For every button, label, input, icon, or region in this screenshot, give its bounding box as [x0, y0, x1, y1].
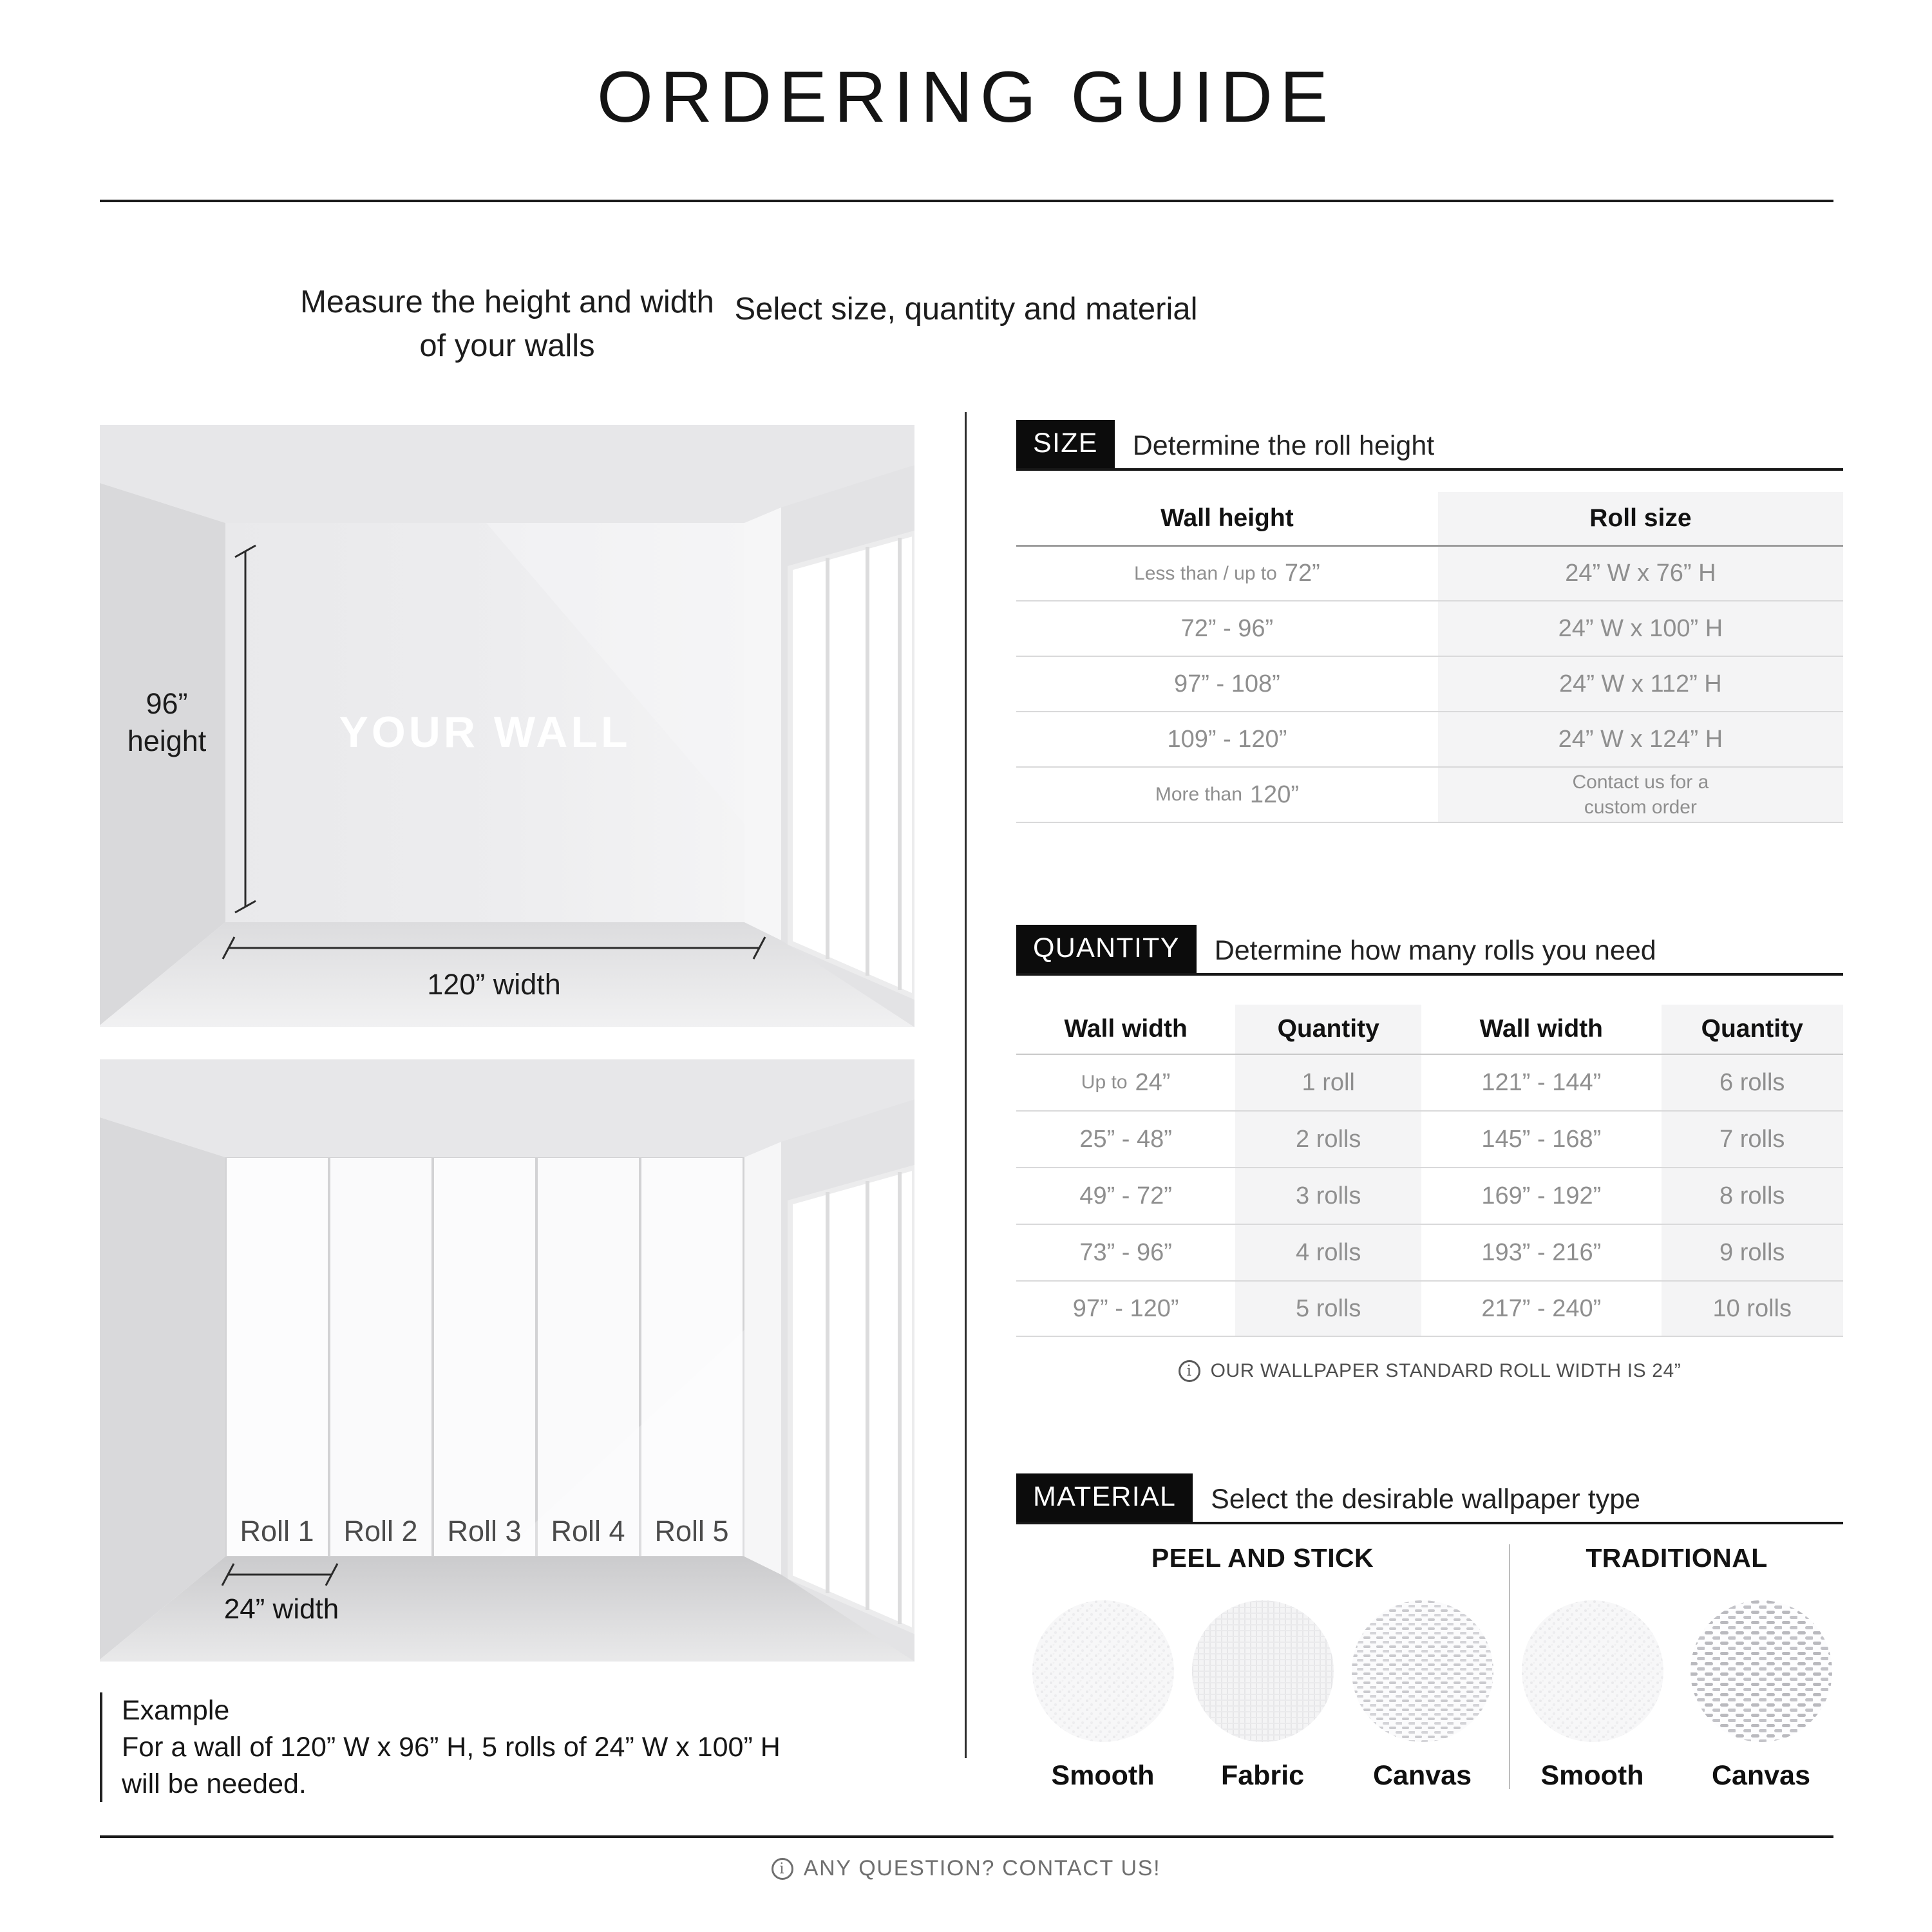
peel-and-stick-title: PEEL AND STICK [1151, 1543, 1374, 1573]
peel-and-stick-swatches [1031, 1599, 1495, 1792]
fabric-texture-icon [1191, 1599, 1335, 1743]
quantity-cell [1662, 1055, 1843, 1110]
table-row [1016, 1224, 1843, 1280]
roll-size-column-header: Roll size [1438, 492, 1843, 545]
swatch-label: Smooth [1051, 1760, 1155, 1791]
wall-height-cell [1016, 657, 1438, 711]
cell-value: 217” - 240” [1481, 1294, 1602, 1322]
quantity-cell [1235, 1168, 1421, 1224]
example-line1: For a wall of 120” W x 96” H, 5 rolls of 24” W x 100” H [122, 1731, 781, 1763]
table-row [1016, 1280, 1843, 1337]
quantity-section-title: Determine how many rolls you need [1214, 935, 1656, 966]
wall-height-cell [1016, 712, 1438, 766]
example-heading: Example [122, 1695, 230, 1726]
size-section-title: Determine the roll height [1132, 430, 1435, 461]
custom-order-note: Contact us for a custom order [1572, 772, 1709, 818]
traditional-title: TRADITIONAL [1586, 1543, 1768, 1573]
roll-label: Roll 4 [551, 1515, 625, 1548]
roll-strip [227, 1158, 328, 1556]
roll-label: Roll 1 [240, 1515, 314, 1548]
footer-divider [100, 1835, 1833, 1838]
roll-strip [330, 1158, 431, 1556]
cell-value: 145” - 168” [1481, 1125, 1602, 1153]
table-row [1016, 1110, 1843, 1167]
column-divider [965, 412, 967, 1758]
table-row [1016, 656, 1843, 711]
quantity-cell [1662, 1282, 1843, 1336]
quantity-cell [1662, 1225, 1843, 1280]
table-row [1016, 600, 1843, 656]
cell-value: 4 rolls [1296, 1238, 1361, 1266]
swatch-smooth [1031, 1599, 1175, 1792]
room-illustration-rolls [100, 1059, 914, 1662]
roll-size-cell [1438, 768, 1843, 822]
roll-width-label: 24” width [223, 1593, 339, 1625]
material-section-header [1016, 1473, 1843, 1524]
roll-label: Roll 5 [654, 1515, 729, 1548]
cell-value: 24” W x 124” H [1558, 725, 1723, 753]
cell-value: 121” - 144” [1481, 1068, 1602, 1096]
wall-width-cell [1421, 1168, 1661, 1224]
wall-width-column-header: Wall width [1064, 1015, 1188, 1043]
roll-strip [434, 1158, 535, 1556]
cell-value: 24” [1135, 1068, 1171, 1096]
table-row [1016, 766, 1843, 823]
wall-width-cell [1016, 1282, 1235, 1336]
wall-width-cell [1421, 1225, 1661, 1280]
cell-value: 1 roll [1302, 1068, 1355, 1096]
canvas-texture-icon [1689, 1599, 1833, 1743]
cell-prefix: Up to [1081, 1072, 1128, 1093]
table-row [1016, 1054, 1843, 1110]
cell-value: 97” - 120” [1072, 1294, 1179, 1322]
height-word-label: height [127, 724, 207, 757]
roll-label: Roll 2 [343, 1515, 418, 1548]
measure-walls-heading-line2: of your walls [419, 328, 595, 363]
traditional-swatches [1520, 1599, 1833, 1792]
smooth-texture-icon [1031, 1599, 1175, 1743]
height-value-label: 96” [146, 687, 188, 720]
cell-value: 72” - 96” [1180, 614, 1274, 642]
cell-value: 193” - 216” [1481, 1238, 1602, 1266]
table-row [1016, 711, 1843, 766]
cell-value: 9 rolls [1719, 1238, 1785, 1266]
swatch-label: Canvas [1373, 1760, 1472, 1791]
cell-value: 120” [1249, 781, 1299, 808]
swatch-label: Smooth [1540, 1760, 1644, 1791]
wall-height-column-header: Wall height [1160, 504, 1294, 532]
page-title: ORDERING GUIDE [596, 57, 1336, 137]
cell-value: 10 rolls [1712, 1294, 1792, 1322]
wall-width-cell [1421, 1055, 1661, 1110]
cell-value: 97” - 108” [1174, 670, 1280, 697]
quantity-column-header: Quantity [1662, 1005, 1843, 1054]
wall-width-cell [1421, 1112, 1661, 1167]
width-label: 120” width [427, 968, 561, 1001]
quantity-cell [1662, 1112, 1843, 1167]
cell-value: 2 rolls [1296, 1125, 1361, 1153]
cell-value: 24” W x 112” H [1559, 670, 1722, 697]
cell-value: 7 rolls [1719, 1125, 1785, 1153]
quantity-column-header: Quantity [1235, 1005, 1421, 1054]
swatch-smooth [1520, 1599, 1665, 1792]
swatch-fabric [1191, 1599, 1335, 1792]
wall-width-cell [1016, 1112, 1235, 1167]
table-header-row [1016, 1005, 1843, 1054]
window-pillar [744, 507, 781, 940]
roll-size-cell [1438, 657, 1843, 711]
swatch-canvas [1689, 1599, 1833, 1792]
peel-and-stick-group [1016, 1531, 1509, 1792]
quantity-cell [1235, 1282, 1421, 1336]
wall-height-cell [1016, 768, 1438, 822]
cell-value: 109” - 120” [1167, 725, 1287, 753]
cell-prefix: Less than / up to [1134, 562, 1277, 584]
cell-value: 25” - 48” [1079, 1125, 1172, 1153]
cell-value: 169” - 192” [1481, 1182, 1602, 1209]
smooth-texture-icon [1520, 1599, 1665, 1743]
example-line2: will be needed. [122, 1768, 307, 1799]
canvas-texture-icon [1350, 1599, 1495, 1743]
cell-value: 49” - 72” [1079, 1182, 1172, 1209]
quantity-cell [1235, 1055, 1421, 1110]
window-glass [790, 1168, 914, 1631]
cell-value: 3 rolls [1296, 1182, 1361, 1209]
roll-size-cell [1438, 601, 1843, 656]
right-column [1016, 0, 1843, 1932]
your-wall-label: YOUR WALL [339, 708, 631, 757]
info-icon: i [1179, 1360, 1200, 1382]
roll-size-cell [1438, 712, 1843, 766]
roll-label: Roll 3 [447, 1515, 522, 1548]
info-icon: i [772, 1858, 793, 1880]
table-row [1016, 1167, 1843, 1224]
size-badge: SIZE [1016, 420, 1115, 468]
wall-width-cell [1421, 1282, 1661, 1336]
window-glass [790, 533, 914, 997]
wall-width-cell [1016, 1168, 1235, 1224]
window-pillar [744, 1142, 781, 1575]
select-options-heading: Select size, quantity and material [734, 292, 1198, 327]
size-section-header [1016, 420, 1843, 471]
cell-value: 24” W x 100” H [1558, 614, 1723, 642]
quantity-cell [1235, 1112, 1421, 1167]
wall-width-cell [1016, 1225, 1235, 1280]
cell-value: 24” W x 76” H [1565, 560, 1716, 587]
footer-note [0, 1856, 1932, 1881]
roll-height-table [1016, 492, 1843, 823]
cell-value: 73” - 96” [1079, 1238, 1172, 1266]
cell-value: 5 rolls [1296, 1294, 1361, 1322]
example-note [100, 1692, 956, 1802]
wall-width-column-header: Wall width [1479, 1015, 1603, 1043]
wall-height-cell [1016, 547, 1438, 600]
traditional-group [1510, 1531, 1843, 1792]
material-options [1016, 1531, 1843, 1792]
rolls-quantity-table [1016, 1005, 1843, 1337]
swatch-label: Fabric [1220, 1760, 1305, 1791]
cell-value: 8 rolls [1719, 1182, 1785, 1209]
cell-value: 6 rolls [1719, 1068, 1785, 1096]
quantity-badge: QUANTITY [1016, 925, 1197, 973]
standard-roll-width-text: OUR WALLPAPER STANDARD ROLL WIDTH IS 24” [1210, 1360, 1681, 1381]
wall-width-cell [1016, 1055, 1235, 1110]
measure-walls-heading-line1: Measure the height and width [300, 285, 714, 319]
cell-prefix: More than [1155, 784, 1242, 805]
contact-us-text: ANY QUESTION? CONTACT US! [803, 1856, 1161, 1880]
table-header-row [1016, 492, 1843, 545]
roll-size-cell [1438, 547, 1843, 600]
material-badge: MATERIAL [1016, 1473, 1193, 1522]
quantity-cell [1235, 1225, 1421, 1280]
swatch-label: Canvas [1712, 1760, 1810, 1791]
quantity-cell [1662, 1168, 1843, 1224]
material-section-title: Select the desirable wallpaper type [1211, 1484, 1641, 1515]
swatch-canvas [1350, 1599, 1495, 1792]
quantity-section-header [1016, 925, 1843, 976]
standard-roll-width-note [1016, 1360, 1843, 1382]
wall-height-cell [1016, 601, 1438, 656]
table-row [1016, 545, 1843, 600]
room-illustration-your-wall [100, 425, 914, 1027]
cell-value: 72” [1284, 560, 1320, 587]
